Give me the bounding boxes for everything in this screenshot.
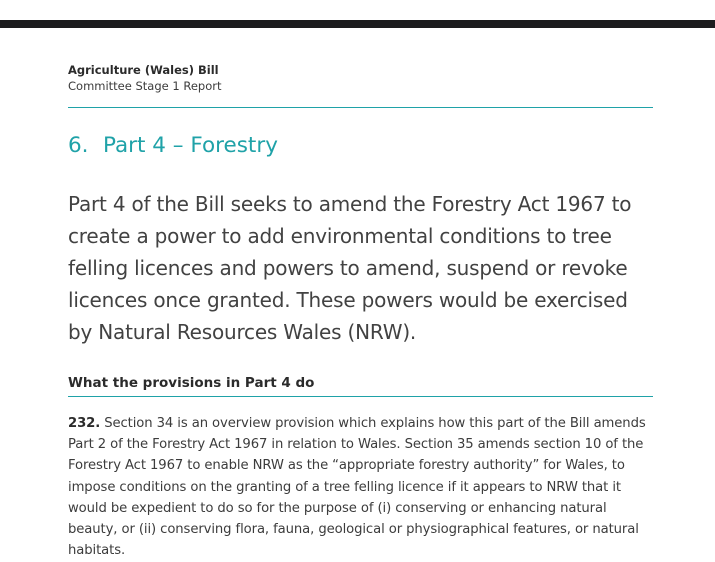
paragraph-text: Section 34 is an overview provision which explains how this part of the Bill amends Part 2 of the Forestry Act 1967 in relation to Wales. Section 35 amends section 10 of the Forestry Act 1967 to enable NRW as the “appropriate forestry authority” for Wales, to impose conditions on the granting of a tree felling licence if it appears to NRW that it would be expedient to do so for the purpose of (i) conserving or enhancing natural beauty, or (ii) conserving flora, fauna, geological or physiographical features, or natural habitats.	[68, 416, 646, 559]
document-subtitle: Committee Stage 1 Report	[68, 79, 222, 93]
lead-paragraph: Part 4 of the Bill seeks to amend the Forestry Act 1967 to create a power to add environmental conditions to tree felling licences and powers to amend, suspend or revoke licences once granted. These powers would be exercised by Natural Resources Wales (NRW).	[68, 192, 632, 344]
chapter-number: 6.	[68, 133, 89, 158]
paragraph-number: 232.	[68, 416, 101, 431]
page-top-bar	[0, 20, 715, 28]
chapter-heading	[68, 132, 653, 160]
section-heading: What the provisions in Part 4 do	[68, 374, 653, 397]
numbered-paragraph	[68, 413, 653, 561]
chapter-title: Part 4 – Forestry	[103, 133, 278, 158]
page-content	[68, 62, 653, 561]
document-header	[68, 62, 653, 108]
document-title: Agriculture (Wales) Bill	[68, 63, 219, 77]
